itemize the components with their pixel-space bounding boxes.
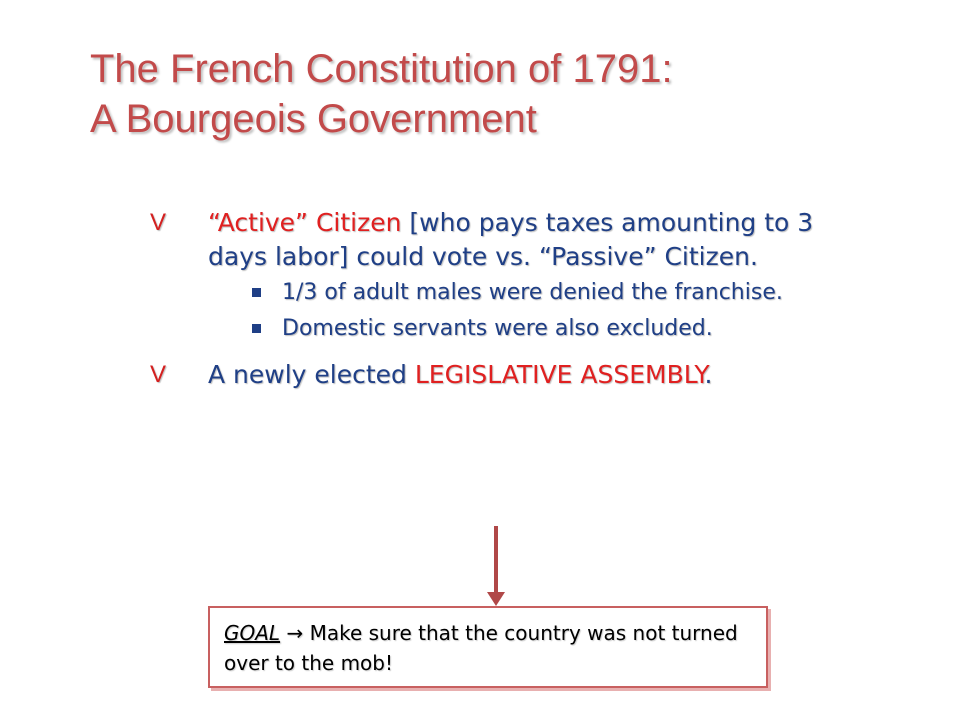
goal-text: Make sure that the country was not turned over to the mob! — [224, 621, 738, 675]
title-line-2: A Bourgeois Government — [90, 97, 537, 141]
bullet-marker: V — [150, 361, 167, 388]
goal-label: GOAL — [224, 621, 281, 645]
assembly-suffix: . — [704, 360, 713, 389]
bullet-marker: V — [150, 209, 167, 236]
slide-title — [90, 44, 910, 144]
active-citizen-description: [who pays taxes amounting to 3 days labor] could vote vs. “Passive” Citizen. — [208, 208, 814, 271]
bullet-text — [208, 206, 870, 274]
sub-bullet-text: 1/3 of adult males were denied the franchise. — [282, 280, 783, 305]
goal-callout — [208, 606, 768, 688]
down-arrow-icon — [487, 592, 505, 606]
legislative-assembly-term: LEGISLATIVE ASSEMBLY — [414, 360, 705, 389]
sub-bullet-adult-males — [250, 278, 870, 308]
right-arrow-icon: → — [286, 621, 304, 645]
bullet-active-citizen — [150, 206, 870, 274]
assembly-prefix: A newly elected — [208, 360, 407, 389]
square-bullet-icon — [250, 278, 282, 308]
bullet-list — [150, 206, 870, 392]
bullet-legislative-assembly — [150, 358, 870, 392]
square-bullet-icon — [250, 314, 282, 344]
active-citizen-term: “Active” Citizen — [208, 208, 402, 237]
sub-bullet-text: Domestic servants were also excluded. — [282, 316, 713, 341]
title-line-1: The French Constitution of 1791: — [90, 47, 673, 91]
sub-bullet-domestic-servants — [250, 314, 870, 344]
down-arrow-shaft — [494, 526, 498, 596]
bullet-text — [208, 358, 870, 392]
